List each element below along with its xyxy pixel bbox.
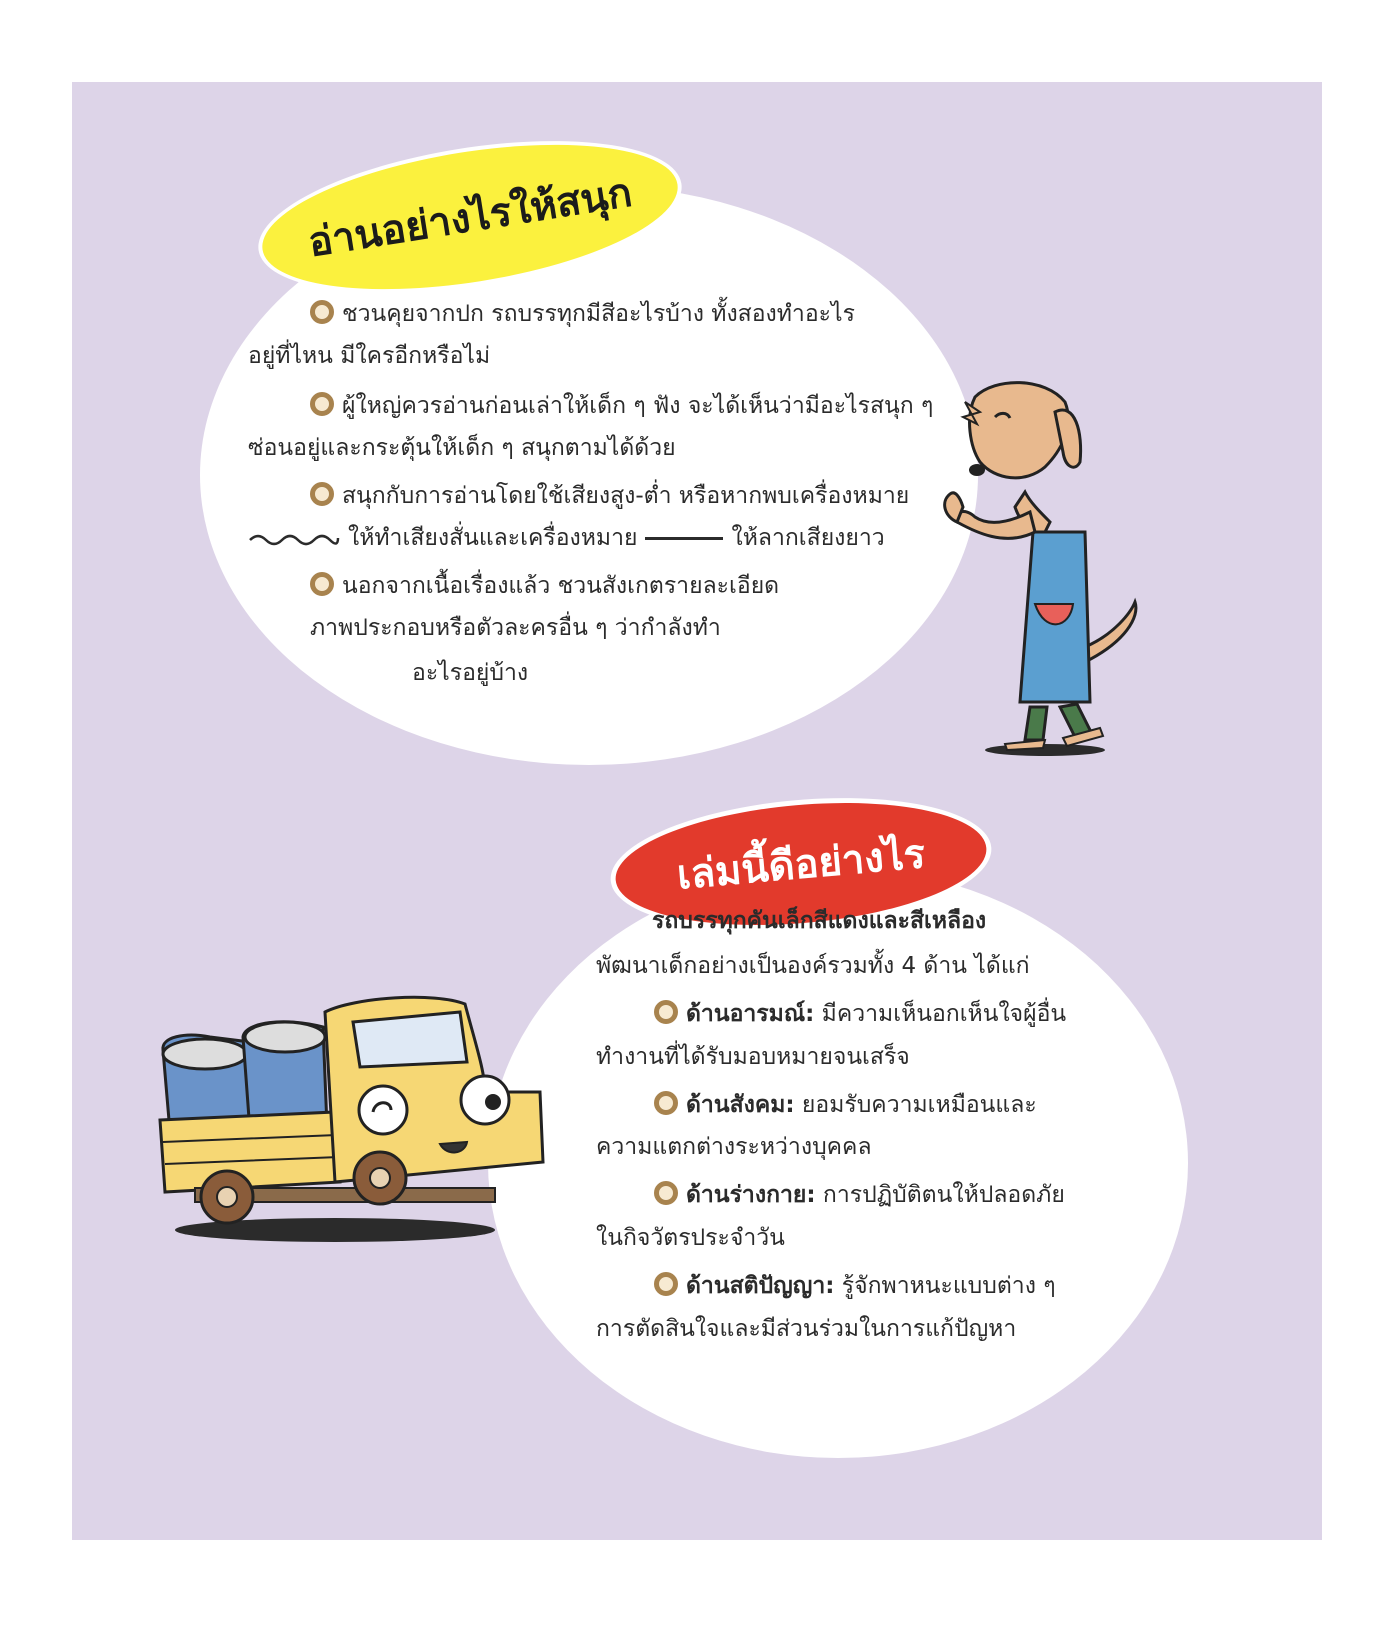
benefit-intellectual-cont: การตัดสินใจและมีส่วนร่วมในการแก้ปัญหา [596, 1316, 1017, 1342]
tip-4-line-1: นอกจากเนื้อเรื่องแล้ว ชวนสังเกตรายละเอียด [310, 572, 779, 598]
bullet-icon [654, 1272, 678, 1296]
long-dash-mark-icon [645, 537, 723, 540]
truck-icon [155, 992, 555, 1252]
benefit-emotional-cont: ทำงานที่ได้รับมอบหมายจนเสร็จ [596, 1044, 910, 1070]
bullet-icon [654, 1000, 678, 1024]
benefits-intro: พัฒนาเด็กอย่างเป็นองค์รวมทั้ง 4 ด้าน ได้แก่ [596, 953, 1030, 979]
bullet-icon [654, 1091, 678, 1115]
tip-1-line-2: อยู่ที่ไหน มีใครอีกหรือไม่ [248, 343, 491, 369]
bullet-icon [310, 572, 334, 596]
bullet-icon [310, 482, 334, 506]
book-benefits-heading: เล่มนี้ดีอย่างไร [605, 784, 997, 945]
tip-2-line-1: ผู้ใหญ่ควรอ่านก่อนเล่าให้เด็ก ๆ ฟัง จะได้เห็นว่ามีอะไรสนุก ๆ [310, 392, 933, 418]
tip-1-line-1: ชวนคุยจากปก รถบรรทุกมีสีอะไรบ้าง ทั้งสองทำอะไร [310, 300, 855, 326]
dog-icon [935, 372, 1155, 762]
bullet-icon [654, 1181, 678, 1205]
benefit-emotional: ด้านอารมณ์: มีความเห็นอกเห็นใจผู้อื่น [654, 1000, 1066, 1026]
benefit-physical: ด้านร่างกาย: การปฏิบัติตนให้ปลอดภัย [654, 1181, 1065, 1207]
tip-4-line-2: ภาพประกอบหรือตัวละครอื่น ๆ ว่ากำลังทำ [310, 615, 721, 641]
tip-3-line-1: สนุกกับการอ่านโดยใช้เสียงสูง-ต่ำ หรือหากพบเครื่องหมาย [310, 482, 909, 508]
bullet-icon [310, 392, 334, 416]
benefit-social-cont: ความแตกต่างระหว่างบุคคล [596, 1134, 872, 1160]
reading-tips-heading: อ่านอย่างไรให้สนุก [248, 115, 692, 318]
tip-3-line-2: ให้ทำเสียงสั่นและเครื่องหมาย ให้ลากเสียงยาว [248, 527, 885, 550]
benefit-social: ด้านสังคม: ยอมรับความเหมือนและ [654, 1091, 1037, 1117]
book-title: รถบรรทุกคันเล็กสีแดงและสีเหลือง [652, 908, 987, 934]
bullet-icon [310, 300, 334, 324]
tip-2-line-2: ซ่อนอยู่และกระตุ้นให้เด็ก ๆ สนุกตามได้ด้วย [248, 435, 676, 461]
wavy-mark-icon [248, 532, 340, 546]
benefit-intellectual: ด้านสติปัญญา: รู้จักพาหนะแบบต่าง ๆ [654, 1272, 1056, 1298]
benefit-physical-cont: ในกิจวัตรประจำวัน [596, 1225, 785, 1251]
tip-4-line-3: อะไรอยู่บ้าง [412, 660, 529, 686]
